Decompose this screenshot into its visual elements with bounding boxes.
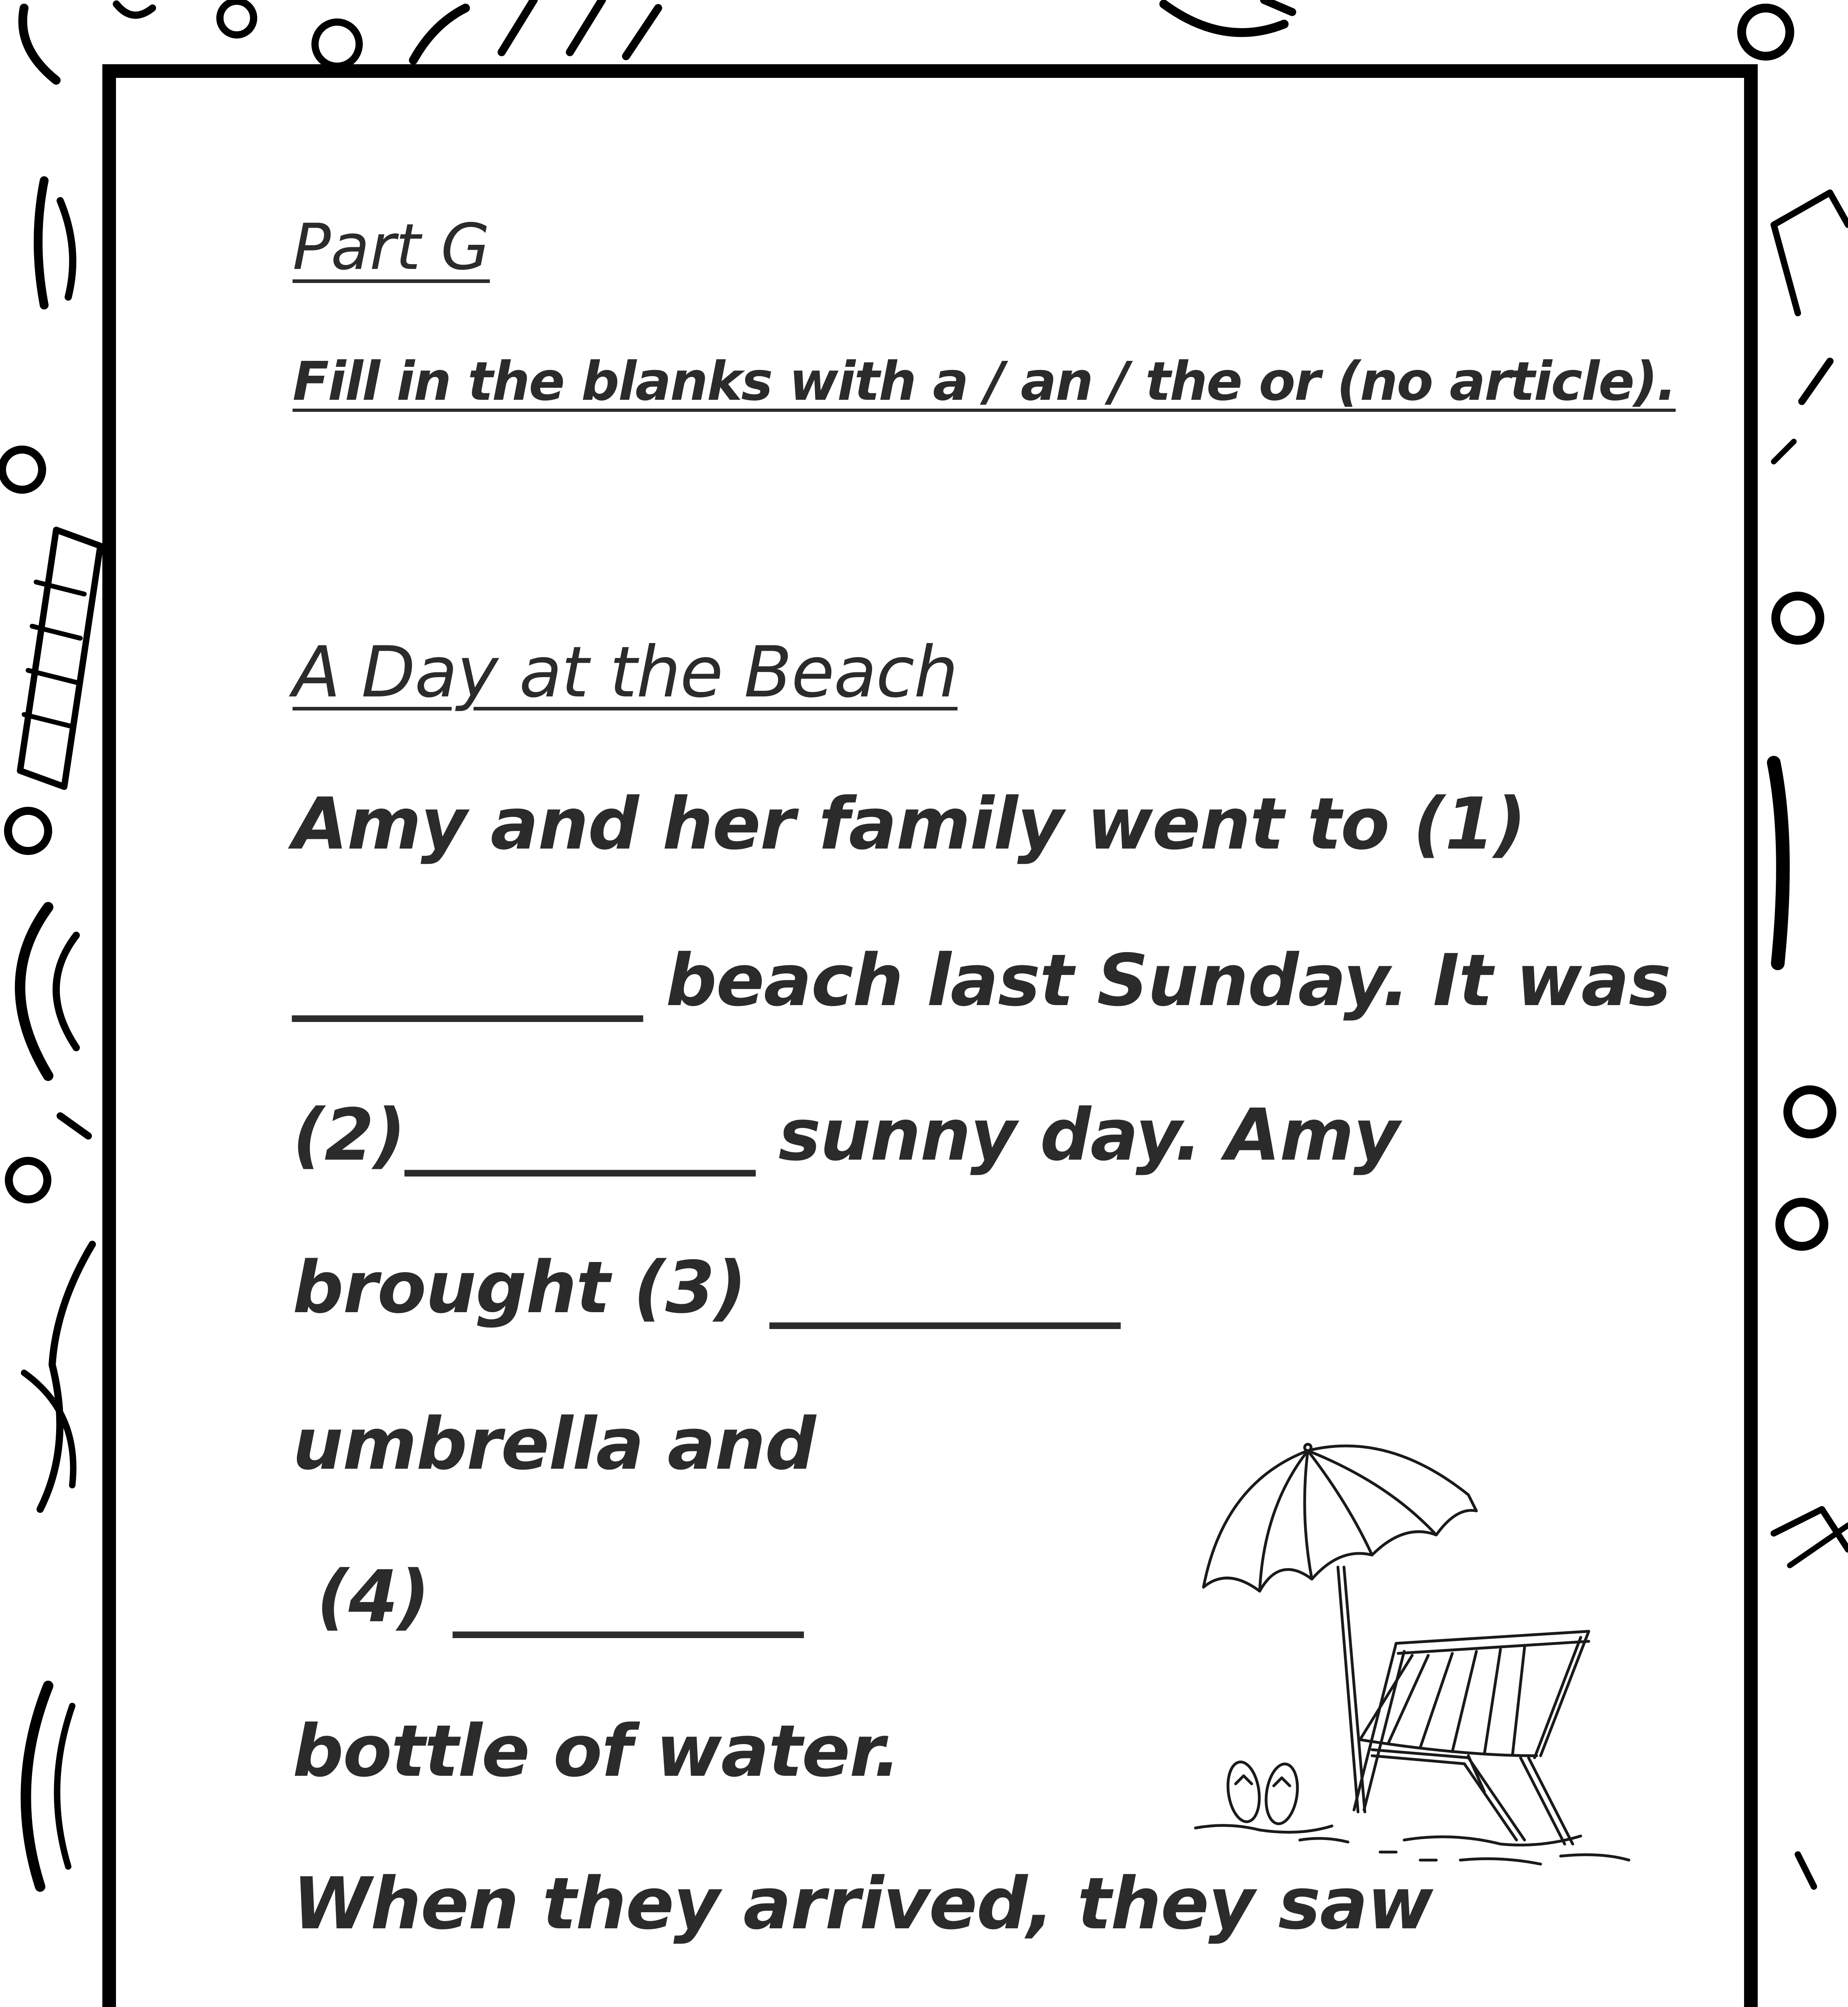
- story-line-4: brought (3) __________: [293, 1246, 1119, 1329]
- part-title: Part G: [293, 210, 490, 284]
- story-title: A Day at the Beach: [293, 632, 958, 713]
- beach-umbrella-deck-chair-icon: [1179, 1435, 1661, 1916]
- story-line-8: When they arrived, they saw: [293, 1862, 1433, 1945]
- story-line-6: (4) __________: [293, 1555, 803, 1638]
- worksheet-frame: [102, 64, 1758, 2007]
- story-line-1: Amy and her family went to (1): [293, 782, 1526, 865]
- story-line-5: umbrella and: [293, 1402, 815, 1486]
- story-line-3: (2)__________ sunny day. Amy: [293, 1093, 1399, 1177]
- story-line-7: bottle of water.: [293, 1710, 900, 1793]
- story-line-2: __________ beach last Sunday. It was: [293, 939, 1671, 1022]
- instructions: Fill in the blanks with a / an / the or (no article).: [293, 351, 1676, 413]
